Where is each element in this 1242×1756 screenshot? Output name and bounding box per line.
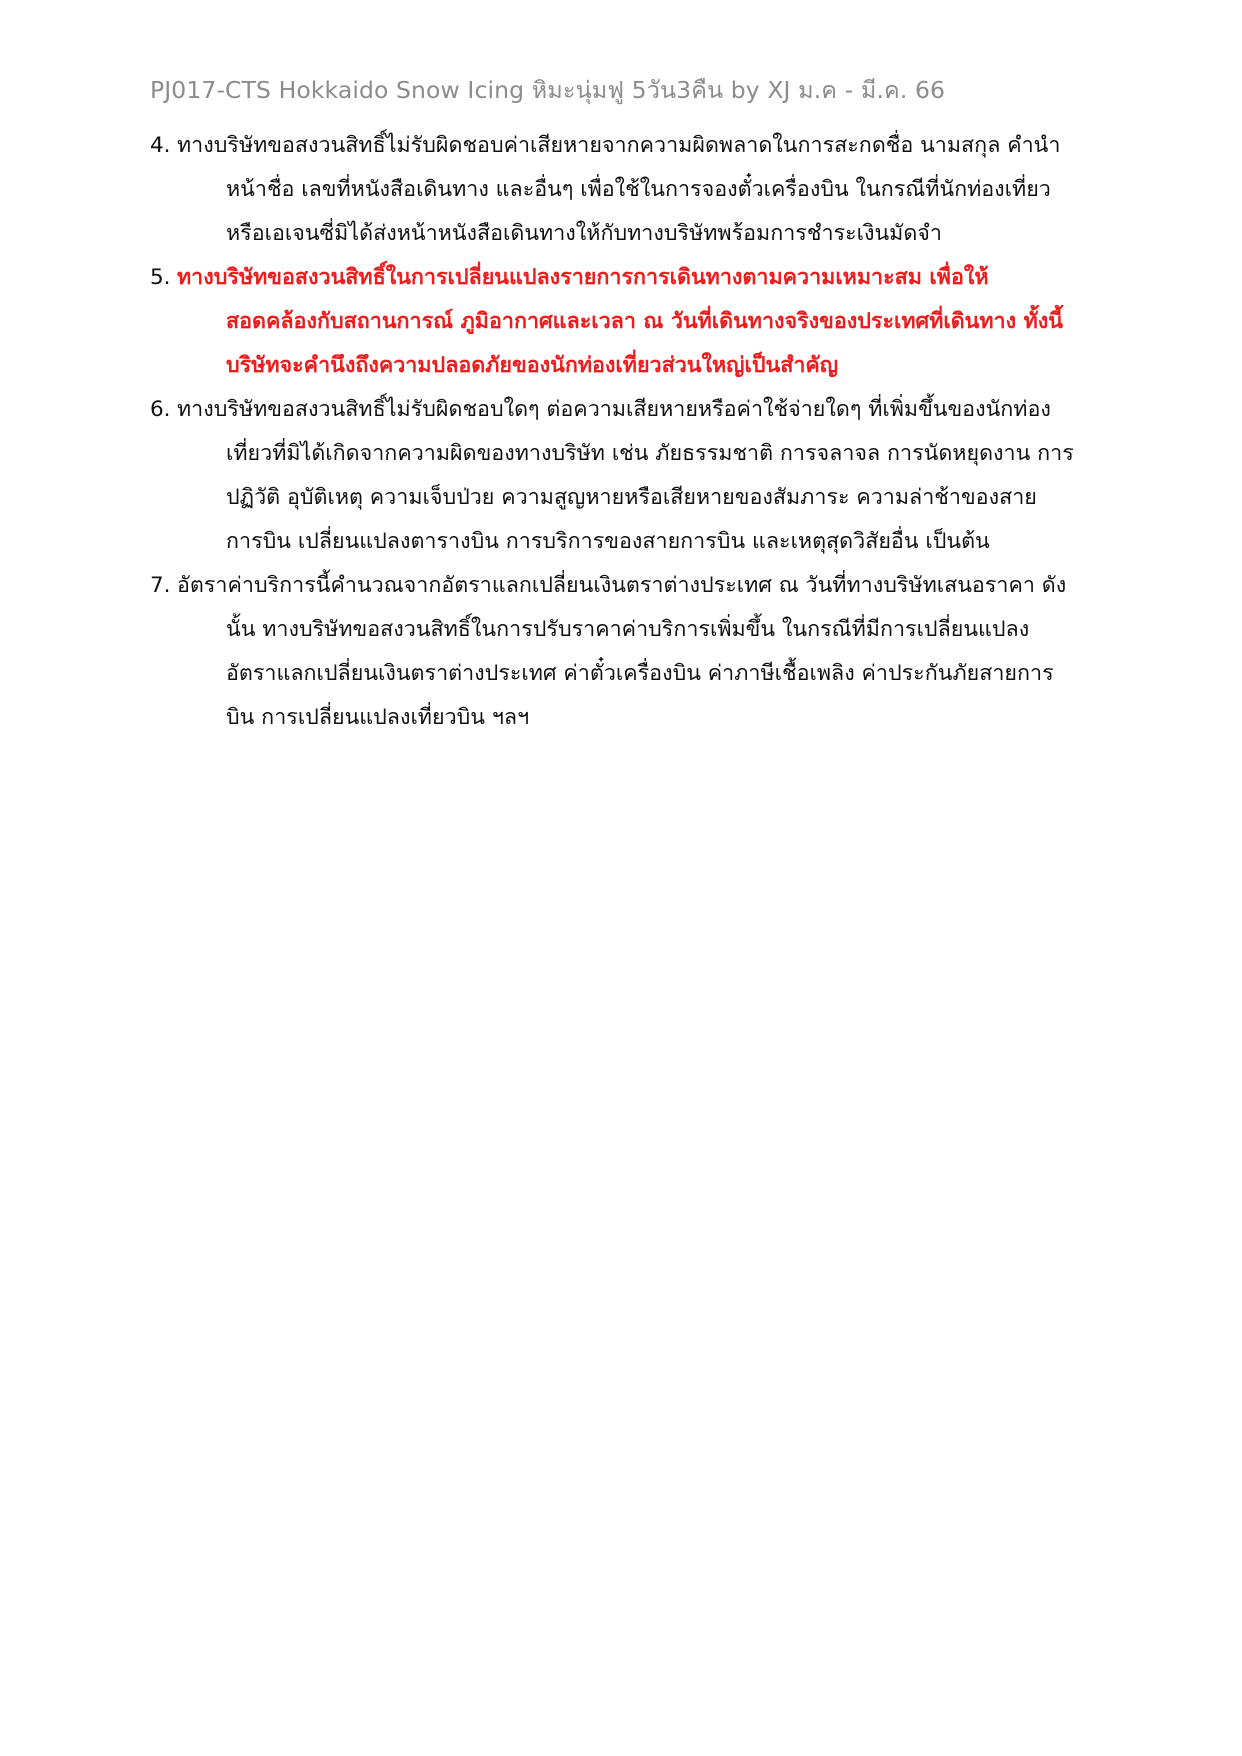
page-header: PJ017-CTS Hokkaido Snow Icing หิมะนุ่มฟู 5วัน3คืน by XJ ม.ค - มี.ค. 66 [150, 76, 946, 104]
term-line: ปฏิวัติ อุบัติเหตุ ความเจ็บป่วย ความสูญหายหรือเสียหายของสัมภาระ ความล่าช้าของสาย [226, 485, 1037, 510]
term-line: ทางบริษัทขอสงวนสิทธิ์ไม่รับผิดชอบค่าเสียหายจากความผิดพลาดในการสะกดชื่อ นามสกุล คำนำ [177, 133, 1061, 158]
term-line: ทางบริษัทขอสงวนสิทธิ์ไม่รับผิดชอบใดๆ ต่อความเสียหายหรือค่าใช้จ่ายใดๆ ที่เพิ่มขึ้นของนักท่อง [177, 397, 1051, 422]
term-item-6 [150, 388, 1160, 564]
term-item-4 [150, 124, 1160, 256]
term-text [177, 256, 1160, 388]
term-item-5 [150, 256, 1160, 388]
term-line: บิน การเปลี่ยนแปลงเที่ยวบิน ฯลฯ [226, 705, 530, 730]
term-text [177, 388, 1160, 564]
term-line: เที่ยวที่มิได้เกิดจากความผิดของทางบริษัท เช่น ภัยธรรมชาติ การจลาจล การนัดหยุดงาน การ [226, 441, 1074, 466]
term-item-7 [150, 564, 1160, 740]
term-number: 4. [150, 133, 171, 158]
term-text [177, 564, 1160, 740]
term-text [177, 124, 1160, 256]
term-line: อัตราแลกเปลี่ยนเงินตราต่างประเทศ ค่าตั๋วเครื่องบิน ค่าภาษีเชื้อเพลิง ค่าประกันภัยสายการ [226, 661, 1054, 686]
terms-list [150, 124, 1160, 740]
term-line: นั้น ทางบริษัทขอสงวนสิทธิ์ในการปรับราคาค่าบริการเพิ่มขึ้น ในกรณีที่มีการเปลี่ยนแปลง [226, 617, 1030, 642]
term-number: 7. [150, 573, 171, 598]
term-line: อัตราค่าบริการนี้คำนวณจากอัตราแลกเปลี่ยนเงินตราต่างประเทศ ณ วันที่ทางบริษัทเสนอราคา ดัง [177, 573, 1067, 598]
term-line: ทางบริษัทขอสงวนสิทธิ์ในการเปลี่ยนแปลงรายการการเดินทางตามความเหมาะสม เพื่อให้ [177, 265, 989, 290]
term-line: หน้าชื่อ เลขที่หนังสือเดินทาง และอื่นๆ เพื่อใช้ในการจองตั๋วเครื่องบิน ในกรณีที่นักท่องเที่ยว [226, 177, 1051, 202]
term-number: 6. [150, 397, 171, 422]
term-line: บริษัทจะคำนึงถึงความปลอดภัยของนักท่องเที่ยวส่วนใหญ่เป็นสำคัญ [226, 353, 839, 378]
term-line: หรือเอเจนซี่มิได้ส่งหน้าหนังสือเดินทางให้กับทางบริษัทพร้อมการชำระเงินมัดจำ [226, 221, 942, 246]
term-line: สอดคล้องกับสถานการณ์ ภูมิอากาศและเวลา ณ วันที่เดินทางจริงของประเทศที่เดินทาง ทั้งนี้ [226, 309, 1063, 334]
term-line: การบิน เปลี่ยนแปลงตารางบิน การบริการของสายการบิน และเหตุสุดวิสัยอื่น เป็นต้น [226, 529, 990, 554]
term-number: 5. [150, 265, 171, 290]
